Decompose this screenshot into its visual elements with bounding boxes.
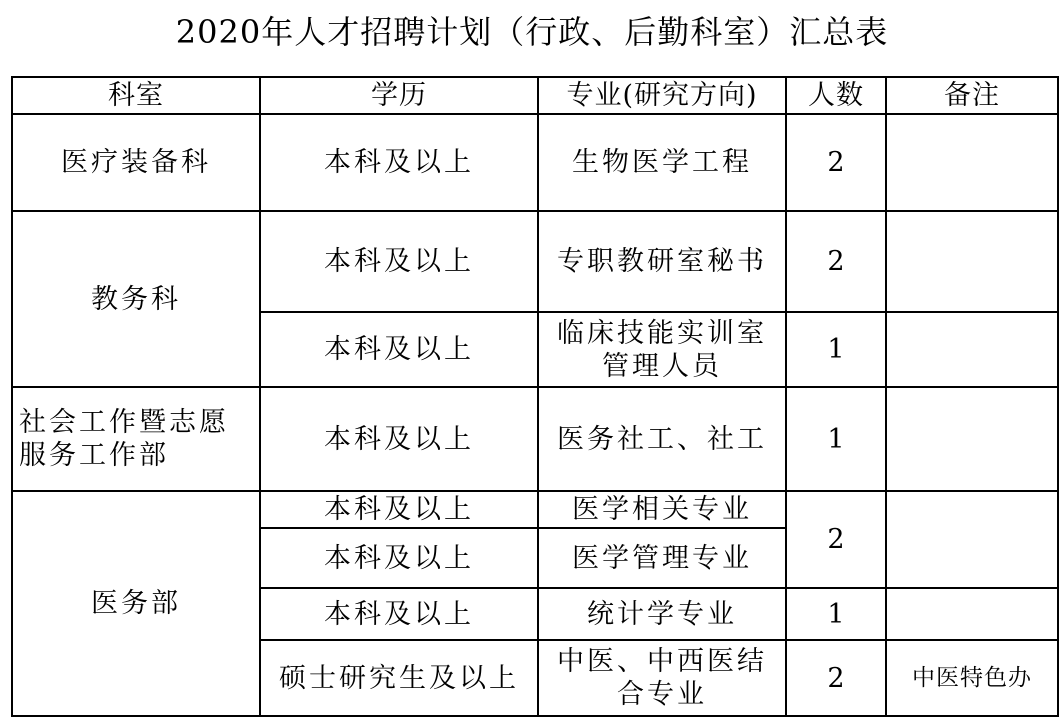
education-cell: 本科及以上 xyxy=(260,528,538,588)
count-cell: 1 xyxy=(786,387,886,491)
table-row xyxy=(12,491,1058,528)
count-cell: 1 xyxy=(786,312,886,387)
count-cell: 2 xyxy=(786,491,886,588)
education-cell: 本科及以上 xyxy=(260,211,538,312)
major-cell: 医学管理专业 xyxy=(538,528,786,588)
major-cell: 生物医学工程 xyxy=(538,114,786,211)
table-row xyxy=(12,387,1058,491)
note-cell xyxy=(886,312,1058,387)
count-cell: 2 xyxy=(786,640,886,716)
dept-cell: 医务部 xyxy=(12,491,260,716)
note-cell: 中医特色办 xyxy=(886,640,1058,716)
major-line: 合专业 xyxy=(617,679,707,710)
major-cell xyxy=(538,640,786,716)
major-cell: 医务社工、社工 xyxy=(538,387,786,491)
note-cell xyxy=(886,114,1058,211)
education-cell: 本科及以上 xyxy=(260,588,538,640)
table-row xyxy=(12,211,1058,312)
major-cell: 医学相关专业 xyxy=(538,491,786,528)
header-major: 专业(研究方向) xyxy=(538,77,786,114)
dept-line: 社会工作暨志愿 xyxy=(19,407,229,438)
education-cell: 本科及以上 xyxy=(260,387,538,491)
note-cell xyxy=(886,211,1058,312)
recruitment-table xyxy=(11,76,1059,717)
header-education: 学历 xyxy=(260,77,538,114)
major-cell xyxy=(538,312,786,387)
major-line: 管理人员 xyxy=(602,350,722,382)
count-cell: 1 xyxy=(786,588,886,640)
note-cell xyxy=(886,387,1058,491)
dept-cell: 医疗装备科 xyxy=(12,114,260,211)
dept-cell: 教务科 xyxy=(12,211,260,387)
major-cell: 统计学专业 xyxy=(538,588,786,640)
page-title: 2020年人才招聘计划（行政、后勤科室）汇总表 xyxy=(175,13,889,51)
dept-cell xyxy=(12,387,260,491)
dept-line: 服务工作部 xyxy=(19,440,169,471)
education-cell: 本科及以上 xyxy=(260,312,538,387)
major-cell: 专职教研室秘书 xyxy=(538,211,786,312)
note-cell xyxy=(886,491,1058,588)
header-count: 人数 xyxy=(786,77,886,114)
count-cell: 2 xyxy=(786,211,886,312)
header-dept: 科室 xyxy=(12,77,260,114)
education-cell: 本科及以上 xyxy=(260,114,538,211)
header-note: 备注 xyxy=(886,77,1058,114)
table-row xyxy=(12,114,1058,211)
note-cell xyxy=(886,588,1058,640)
count-cell: 2 xyxy=(786,114,886,211)
major-line: 临床技能实训室 xyxy=(557,317,767,349)
header-row xyxy=(12,77,1058,114)
major-line: 中医、中西医结 xyxy=(557,646,767,677)
education-cell: 本科及以上 xyxy=(260,491,538,528)
education-cell: 硕士研究生及以上 xyxy=(260,640,538,716)
